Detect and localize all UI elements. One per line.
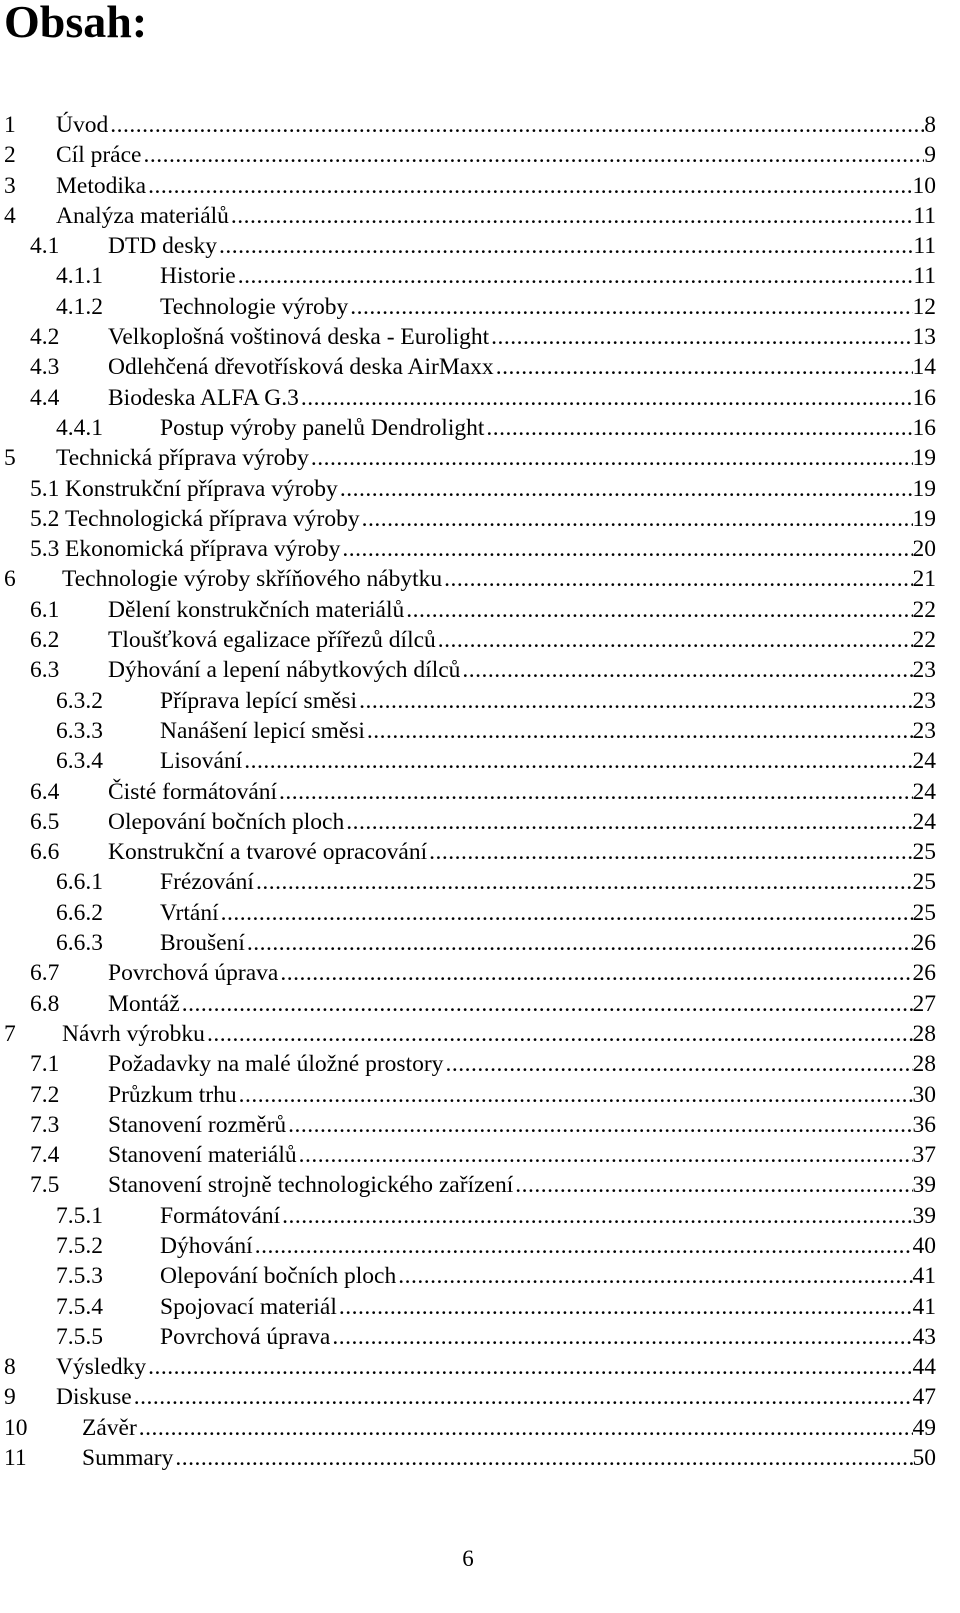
toc-entry-leader (360, 504, 913, 534)
toc-entry[interactable] (0, 201, 936, 231)
toc-entry-number: 6.6 (30, 839, 60, 866)
toc-entry-number: 4.2 (30, 324, 60, 351)
toc-entry-body (160, 898, 936, 928)
toc-entry-leader (357, 686, 912, 716)
toc-entry-page: 20 (912, 536, 936, 563)
toc-entry-number: 4.4.1 (56, 414, 103, 441)
toc-entry-page: 41 (912, 1263, 936, 1290)
toc-entry-page: 50 (912, 1445, 936, 1472)
toc-entry-label: Dýhování a lepení nábytkových dílců (108, 657, 461, 684)
toc-entry-body (160, 1292, 936, 1322)
toc-entry-label: Technologická příprava výroby (65, 505, 360, 532)
toc-entry-number: 9 (4, 1384, 16, 1411)
toc-entry[interactable] (0, 504, 936, 534)
toc-entry-label: Broušení (160, 930, 245, 957)
toc-entry-leader (146, 171, 912, 201)
toc-entry-number: 7.2 (30, 1081, 60, 1108)
toc-entry-page: 24 (912, 808, 936, 835)
toc-entry-leader (348, 292, 912, 322)
toc-entry-label: Diskuse (56, 1384, 132, 1411)
toc-entry-body (160, 1322, 936, 1352)
page-number: 6 (462, 1546, 474, 1571)
toc-entry-page: 19 (912, 445, 936, 472)
toc-entry-label: Montáž (108, 990, 180, 1017)
toc-entry-leader (277, 777, 912, 807)
toc-entry-page: 11 (913, 202, 936, 229)
toc-entry-leader (253, 1231, 913, 1261)
toc-entry-leader (299, 383, 913, 413)
toc-entry-label: DTD desky (108, 233, 217, 260)
toc-entry-body (160, 746, 936, 776)
toc-entry-page: 25 (912, 839, 936, 866)
toc-entry-number: 4 (4, 202, 16, 229)
toc-entry-page: 24 (912, 778, 936, 805)
toc-entry-number: 6.3 (30, 657, 60, 684)
toc-entry-number: 1 (4, 112, 16, 138)
toc-entry-body (56, 1352, 936, 1382)
toc-entry-label: Olepování bočních ploch (108, 808, 345, 835)
toc-entry-number: 10 (4, 1414, 28, 1441)
toc-entry[interactable] (0, 1140, 936, 1170)
toc-entry-page: 40 (912, 1232, 936, 1259)
toc-entry-number: 5 (4, 445, 16, 472)
toc-entry-number: 7.5 (30, 1172, 60, 1199)
toc-entry-body (56, 201, 936, 231)
toc-entry-number: 2 (4, 142, 16, 169)
toc-entry-body (108, 352, 936, 382)
toc-entry[interactable] (0, 292, 936, 322)
toc-entry-label: Velkoplošná voštinová deska - Eurolight (108, 324, 490, 351)
toc-entry-leader (245, 928, 913, 958)
toc-entry-label: Tloušťková egalizace přířezů dílců (108, 627, 436, 654)
toc-entry-body (56, 171, 936, 201)
toc-entry-leader (404, 595, 912, 625)
toc-entry-number: 7.4 (30, 1142, 60, 1169)
toc-entry-page: 22 (912, 596, 936, 623)
toc-entry-page: 39 (912, 1202, 936, 1229)
toc-entry-leader (484, 413, 912, 443)
toc-entry-leader (205, 1019, 913, 1049)
toc-entry-page: 41 (912, 1293, 936, 1320)
toc-entry-page: 19 (912, 475, 936, 502)
toc-entry-body (65, 534, 936, 564)
toc-entry-label: Odlehčená dřevotřísková deska AirMaxx (108, 354, 494, 381)
toc-entry-label: Lisování (160, 748, 243, 775)
toc-entry-label: Dýhování (160, 1232, 253, 1259)
toc-entry-number: 6.4 (30, 778, 60, 805)
toc-entry[interactable] (0, 928, 936, 958)
toc-entry-page: 43 (912, 1323, 936, 1350)
toc-entry[interactable] (0, 110, 936, 140)
toc-entry-leader (132, 1382, 913, 1412)
toc-entry[interactable] (0, 1049, 936, 1079)
toc-entry-body (108, 958, 936, 988)
toc-entry-number: 5.3 (30, 536, 60, 563)
toc-entry[interactable] (0, 1382, 936, 1412)
toc-entry-number: 5.2 (30, 505, 60, 532)
toc-entry-label: Nanášení lepicí směsi (160, 717, 365, 744)
toc-entry-page: 16 (912, 414, 936, 441)
toc-entry-label: Cíl práce (56, 142, 142, 169)
toc-entry-leader (513, 1170, 912, 1200)
toc-entry-body (108, 655, 936, 685)
toc-entry-number: 6.6.1 (56, 869, 103, 896)
toc-entry[interactable] (0, 534, 936, 564)
toc-entry[interactable] (0, 1170, 936, 1200)
toc-entry-label: Technologie výroby skříňového nábytku (62, 566, 443, 593)
toc-entry-leader (141, 140, 924, 170)
toc-entry-body (65, 474, 936, 504)
toc-entry-leader (242, 746, 912, 776)
toc-entry-body (56, 443, 936, 473)
toc-entry[interactable] (0, 1201, 936, 1231)
toc-entry-page: 28 (912, 1020, 936, 1047)
toc-entry-page: 22 (912, 627, 936, 654)
toc-entry-leader (217, 231, 913, 261)
toc-entry-page: 10 (912, 172, 936, 199)
toc-entry-number: 3 (4, 172, 16, 199)
toc-entry[interactable] (0, 716, 936, 746)
toc-entry-leader (278, 958, 912, 988)
toc-entry-leader (460, 655, 912, 685)
toc-entry-label: Výsledky (56, 1354, 147, 1381)
toc-entry[interactable] (0, 595, 936, 625)
toc-entry-body (108, 837, 936, 867)
toc-entry[interactable] (0, 413, 936, 443)
toc-entry[interactable] (0, 989, 936, 1019)
toc-entry-leader (344, 807, 912, 837)
toc-entry-label: Technická příprava výroby (56, 445, 309, 472)
toc-entry-label: Biodeska ALFA G.3 (108, 384, 299, 411)
toc-entry-number: 7.5.2 (56, 1232, 103, 1259)
toc-entry-label: Průzkum trhu (108, 1081, 237, 1108)
toc-entry-label: Analýza materiálů (56, 202, 229, 229)
toc-entry-body (108, 625, 936, 655)
toc-entry-number: 7 (4, 1020, 16, 1047)
toc-entry-leader (494, 352, 913, 382)
toc-entry-leader (180, 989, 913, 1019)
toc-entry-body (82, 1443, 936, 1473)
toc-entry-page: 28 (912, 1051, 936, 1078)
toc-entry-leader (236, 261, 914, 291)
toc-entry-leader (309, 443, 913, 473)
toc-entry-body (160, 867, 936, 897)
toc-entry[interactable] (0, 655, 936, 685)
toc-entry-label: Spojovací materiál (160, 1293, 337, 1320)
toc-entry-leader (396, 1261, 912, 1291)
toc-entry[interactable] (0, 564, 936, 594)
toc-entry-body (108, 1049, 936, 1079)
toc-entry-label: Dělení konstrukčních materiálů (108, 596, 405, 623)
toc-entry-label: Stanovení materiálů (108, 1142, 297, 1169)
toc-entry-leader (365, 716, 913, 746)
toc-entry-body (108, 989, 936, 1019)
toc-entry[interactable] (0, 746, 936, 776)
toc-entry-label: Summary (82, 1445, 174, 1472)
toc-entry-page: 19 (912, 505, 936, 532)
toc-entry-body (62, 564, 936, 594)
toc-entry-page: 36 (912, 1111, 936, 1138)
toc-entry-label: Čisté formátování (108, 778, 278, 805)
toc-entry-leader (146, 1352, 912, 1382)
toc-entry[interactable] (0, 686, 936, 716)
toc-entry-label: Metodika (56, 172, 147, 199)
toc-entry-page: 26 (912, 930, 936, 957)
toc-entry-page: 25 (912, 869, 936, 896)
toc-entry-number: 6.1 (30, 596, 60, 623)
toc-entry[interactable] (0, 231, 936, 261)
toc-entry-leader (330, 1322, 912, 1352)
toc-entry-page: 23 (912, 657, 936, 684)
toc-entry-number: 11 (4, 1445, 27, 1472)
toc-entry[interactable] (0, 1110, 936, 1140)
toc-entry[interactable] (0, 1019, 936, 1049)
toc-entry[interactable] (0, 322, 936, 352)
toc-entry-label: Návrh výrobku (62, 1020, 205, 1047)
toc-entry-label: Konstrukční a tvarové opracování (108, 839, 428, 866)
toc-entry-body (82, 1413, 936, 1443)
toc-entry-label: Olepování bočních ploch (160, 1263, 397, 1290)
toc-entry-leader (219, 898, 913, 928)
toc-entry-label: Historie (160, 263, 236, 290)
toc-entry-number: 6.3.2 (56, 687, 103, 714)
toc-entry-leader (427, 837, 912, 867)
toc-entry-leader (338, 474, 913, 504)
toc-entry-page: 37 (912, 1142, 936, 1169)
toc-entry-label: Formátování (160, 1202, 281, 1229)
toc-entry[interactable] (0, 140, 936, 170)
toc-entry-label: Postup výroby panelů Dendrolight (160, 414, 485, 441)
toc-entry-number: 4.1 (30, 233, 60, 260)
toc-entry-page: 21 (912, 566, 936, 593)
toc-entry-number: 6.2 (30, 627, 60, 654)
toc-entry-label: Stanovení strojně technologického zařízení (108, 1172, 514, 1199)
toc-entry-page: 14 (912, 354, 936, 381)
toc-entry-body (160, 928, 936, 958)
toc-entry-body (108, 322, 936, 352)
toc-entry-leader (286, 1110, 912, 1140)
toc-entry-page: 24 (912, 748, 936, 775)
toc-entry-number: 6.7 (30, 960, 60, 987)
toc-entry-page: 13 (912, 324, 936, 351)
toc-entry-page: 23 (912, 687, 936, 714)
toc-entry-number: 4.4 (30, 384, 60, 411)
toc-entry-number: 7.3 (30, 1111, 60, 1138)
toc-entry-leader (442, 564, 912, 594)
toc-entry-body (108, 1170, 936, 1200)
toc-entry-label: Konstrukční příprava výroby (65, 475, 338, 502)
toc-entry-label: Technologie výroby (160, 293, 349, 320)
toc-entry-number: 7.5.5 (56, 1323, 103, 1350)
toc-entry-leader (337, 1292, 913, 1322)
toc-entry[interactable] (0, 867, 936, 897)
toc-entry-body (108, 1080, 936, 1110)
toc-entry-body (160, 1201, 936, 1231)
toc-entry[interactable] (0, 777, 936, 807)
toc-entry-body (108, 231, 936, 261)
toc-entry-label: Stanovení rozměrů (108, 1111, 287, 1138)
toc-entry-label: Závěr (82, 1414, 137, 1441)
toc-entry-page: 39 (912, 1172, 936, 1199)
toc-entry-number: 6.5 (30, 808, 60, 835)
toc-entry-body (108, 1110, 936, 1140)
toc-entry-number: 4.1.2 (56, 293, 103, 320)
toc-entry-label: Ekonomická příprava výroby (65, 536, 341, 563)
toc-entry[interactable] (0, 837, 936, 867)
toc-entry[interactable] (0, 1413, 936, 1443)
toc-entry-label: Vrtání (160, 899, 219, 926)
toc-entry-leader (280, 1201, 912, 1231)
toc-entry-page: 30 (912, 1081, 936, 1108)
toc-entry-number: 6.3.4 (56, 748, 103, 775)
toc-entry-number: 6.6.3 (56, 930, 103, 957)
toc-entry-page: 16 (912, 384, 936, 411)
toc-entry-leader (229, 201, 913, 231)
toc-entry-number: 6.8 (30, 990, 60, 1017)
toc-entry-page: 12 (912, 293, 936, 320)
toc-entry-leader (237, 1080, 913, 1110)
toc-entry-body (160, 1231, 936, 1261)
toc-entry-body (160, 261, 936, 291)
toc-entry-page: 8 (924, 112, 936, 138)
toc-entry-body (108, 1140, 936, 1170)
toc-entry-number: 8 (4, 1354, 16, 1381)
toc-entry-page: 23 (912, 717, 936, 744)
toc-entry-number: 7.5.4 (56, 1293, 103, 1320)
toc-entry-page: 44 (912, 1354, 936, 1381)
toc-entry-leader (254, 867, 913, 897)
toc-entry-label: Frézování (160, 869, 254, 896)
toc-entry-leader (489, 322, 912, 352)
toc-entry-body (56, 110, 936, 140)
toc-entry-leader (137, 1413, 913, 1443)
toc-entry-body (160, 413, 936, 443)
toc-entry-leader (108, 110, 924, 140)
toc-entry-number: 7.5.3 (56, 1263, 103, 1290)
toc-entry-label: Povrchová úprava (160, 1323, 331, 1350)
toc-entry-body (160, 716, 936, 746)
toc-entry-leader (340, 534, 912, 564)
toc-entry-leader (436, 625, 913, 655)
toc-entry[interactable] (0, 1231, 936, 1261)
toc-entry[interactable] (0, 1080, 936, 1110)
toc-entry-page: 25 (912, 899, 936, 926)
toc-entry[interactable] (0, 1352, 936, 1382)
toc-entry[interactable] (0, 1261, 936, 1291)
table-of-contents (0, 110, 936, 1473)
toc-entry[interactable] (0, 171, 936, 201)
toc-entry-body (108, 383, 936, 413)
toc-entry-number: 6.6.2 (56, 899, 103, 926)
toc-entry-body (108, 807, 936, 837)
toc-entry[interactable] (0, 958, 936, 988)
toc-entry-page: 11 (913, 233, 936, 260)
toc-entry-page: 26 (912, 960, 936, 987)
toc-entry[interactable] (0, 383, 936, 413)
toc-entry-label: Povrchová úprava (108, 960, 279, 987)
toc-entry-number: 5.1 (30, 475, 60, 502)
toc-entry-label: Úvod (56, 112, 109, 138)
toc-entry[interactable] (0, 807, 936, 837)
toc-entry-body (108, 777, 936, 807)
toc-entry[interactable] (0, 1292, 936, 1322)
toc-entry-page: 9 (924, 142, 936, 169)
toc-entry-body (160, 686, 936, 716)
toc-entry-number: 6 (4, 566, 16, 593)
toc-entry-page: 11 (913, 263, 936, 290)
toc-entry-body (108, 595, 936, 625)
toc-entry-page: 49 (912, 1414, 936, 1441)
toc-entry[interactable] (0, 261, 936, 291)
toc-entry-page: 27 (912, 990, 936, 1017)
toc-entry-body (65, 504, 936, 534)
toc-entry[interactable] (0, 443, 936, 473)
toc-entry-label: Příprava lepící směsi (160, 687, 358, 714)
page-title: Obsah: (4, 0, 148, 47)
toc-entry-body (160, 1261, 936, 1291)
toc-entry-body (56, 1382, 936, 1412)
toc-entry-page: 47 (912, 1384, 936, 1411)
toc-entry-number: 4.3 (30, 354, 60, 381)
toc-entry-leader (173, 1443, 912, 1473)
toc-entry[interactable] (0, 898, 936, 928)
toc-entry-number: 7.5.1 (56, 1202, 103, 1229)
toc-entry[interactable] (0, 1443, 936, 1473)
toc-entry-leader (443, 1049, 912, 1079)
toc-entry[interactable] (0, 625, 936, 655)
toc-entry[interactable] (0, 352, 936, 382)
toc-entry[interactable] (0, 1322, 936, 1352)
toc-entry-number: 7.1 (30, 1051, 60, 1078)
toc-entry-leader (297, 1140, 913, 1170)
toc-entry-label: Požadavky na malé úložné prostory (108, 1051, 444, 1078)
toc-entry-number: 6.3.3 (56, 717, 103, 744)
toc-entry[interactable] (0, 474, 936, 504)
toc-entry-number: 4.1.1 (56, 263, 103, 290)
toc-entry-body (160, 292, 936, 322)
toc-entry-body (62, 1019, 936, 1049)
toc-entry-body (56, 140, 936, 170)
